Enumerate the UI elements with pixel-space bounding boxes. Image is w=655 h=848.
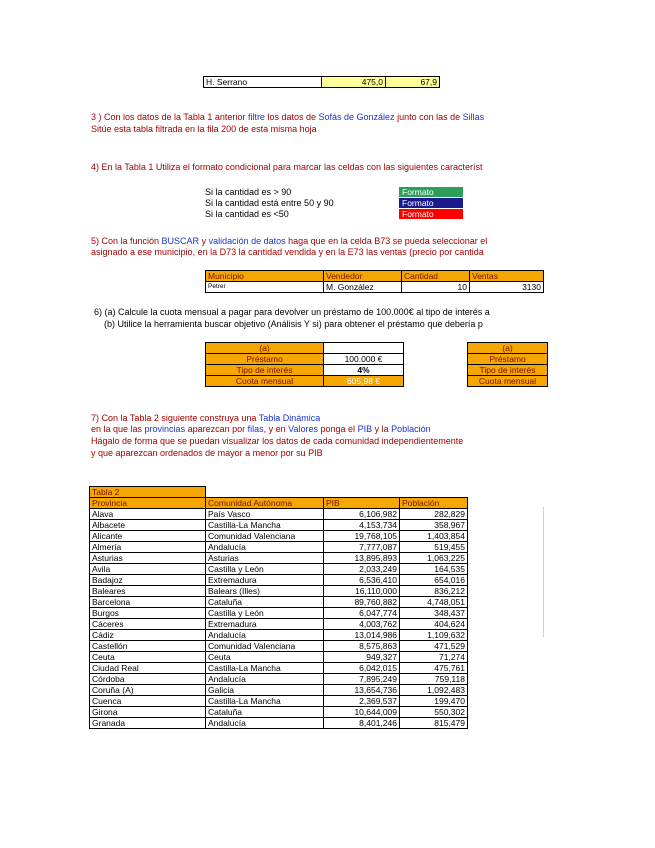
q4-rule-2-label: Si la cantidad está entre 50 y 90 — [205, 198, 334, 208]
header-pib: PIB — [324, 498, 400, 509]
cell-poblacion[interactable]: 1,109,632 — [400, 630, 468, 641]
header-comunidad: Comunidad Autónoma — [206, 498, 324, 509]
cell-comunidad[interactable]: Comunidad Valenciana — [206, 531, 324, 542]
q5-text-a: 5) Con la función — [91, 236, 162, 246]
table-header-row — [206, 271, 544, 282]
q5-text-e: haga que en la celda B73 se pueda seleccionar el — [285, 236, 488, 246]
cell-provincia[interactable]: Avila — [90, 564, 206, 575]
loan-b-prestamo: Préstamo — [468, 354, 548, 365]
table-row — [90, 509, 468, 520]
cell-pib[interactable]: 16,110,000 — [324, 586, 400, 597]
table-row — [468, 376, 548, 387]
cell-pib[interactable]: 10,644,009 — [324, 707, 400, 718]
q7-l2-g: ponga el — [318, 424, 358, 434]
cell-provincia[interactable]: Cuenca — [90, 696, 206, 707]
q7-l2-j: Población — [391, 424, 431, 434]
table-row — [90, 531, 468, 542]
q4-swatch-red: Formato — [399, 209, 463, 219]
q7-l2-h: PIB — [357, 424, 373, 434]
cell-poblacion[interactable]: 282,829 — [400, 509, 468, 520]
q4-rule-1-label: Si la cantidad es > 90 — [205, 187, 292, 197]
header-poblacion: Población — [400, 498, 468, 509]
loan-value-cuota[interactable]: 605,98 € — [324, 376, 404, 387]
table-row — [468, 365, 548, 376]
cell-pib[interactable]: 4,153,734 — [324, 520, 400, 531]
q5-text-b: BUSCAR — [161, 236, 200, 246]
q7-line4: y que aparezcan ordenados de mayor a menor por su PIB — [91, 448, 323, 458]
table-row — [206, 365, 404, 376]
table-row — [90, 586, 468, 597]
cell-value1[interactable]: 475,0 — [322, 77, 386, 88]
q7-l2-f: Valores — [288, 424, 319, 434]
q4-rule-3-label: Si la cantidad es <50 — [205, 209, 289, 219]
cell-municipio[interactable]: Petrer — [206, 282, 324, 293]
cell-poblacion[interactable]: 1,092,483 — [400, 685, 468, 696]
cell-cantidad[interactable]: 10 — [402, 282, 470, 293]
tabla1-last-row — [203, 76, 440, 88]
cell-comunidad[interactable]: Comunidad Valenciana — [206, 641, 324, 652]
cell-provincia[interactable]: Barcelona — [90, 597, 206, 608]
loan-b-head: (a) — [468, 343, 548, 354]
cell-pib[interactable]: 2,369,537 — [324, 696, 400, 707]
loan-table-b — [467, 342, 548, 387]
tabla2-title-row — [90, 487, 468, 498]
cell-comunidad[interactable]: Castilla-La Mancha — [206, 520, 324, 531]
header-provincia: Provincia — [90, 498, 206, 509]
table-row — [206, 343, 404, 354]
cell-poblacion[interactable]: 815,479 — [400, 718, 468, 729]
cell-poblacion[interactable]: 4,748,051 — [400, 597, 468, 608]
cell-pib[interactable]: 6,047,774 — [324, 608, 400, 619]
table-row — [90, 619, 468, 630]
cell-comunidad[interactable]: Cataluña — [206, 597, 324, 608]
cell-provincia[interactable]: Alava — [90, 509, 206, 520]
cell-poblacion[interactable]: 471,529 — [400, 641, 468, 652]
cell-pib[interactable]: 7,895,249 — [324, 674, 400, 685]
cell-poblacion[interactable]: 404,624 — [400, 619, 468, 630]
cell-pib[interactable]: 949,327 — [324, 652, 400, 663]
cell-poblacion[interactable]: 348,437 — [400, 608, 468, 619]
table-row — [468, 354, 548, 365]
q7-l2-d: filas — [247, 424, 264, 434]
cell-comunidad[interactable]: Castilla-La Mancha — [206, 696, 324, 707]
table-row — [90, 542, 468, 553]
cell-provincia[interactable]: Ciudad Real — [90, 663, 206, 674]
loan-head-blank — [324, 343, 404, 354]
cell-comunidad[interactable]: Andalucía — [206, 674, 324, 685]
q4-swatch-navy: Formato — [399, 198, 463, 208]
cell-comunidad[interactable]: Galicia — [206, 685, 324, 696]
cell-pib[interactable]: 2,033,249 — [324, 564, 400, 575]
q3-text-c: los datos de — [264, 112, 319, 122]
table-row — [90, 520, 468, 531]
cell-pib[interactable]: 8,401,246 — [324, 718, 400, 729]
table-row — [90, 718, 468, 729]
cell-provincia[interactable]: Granada — [90, 718, 206, 729]
q7-line2 — [91, 424, 431, 435]
loan-value-prestamo[interactable]: 100.000 € — [324, 354, 404, 365]
cell-provincia[interactable]: Córdoba — [90, 674, 206, 685]
cell-comunidad[interactable]: Castilla-La Mancha — [206, 663, 324, 674]
q4-title: 4) En la Tabla 1 Utiliza el formato condicional para marcar las celdas con las siguientes característ — [91, 162, 483, 172]
q3-text-b: filtre — [247, 112, 265, 122]
table-row — [90, 575, 468, 586]
cell-poblacion[interactable]: 1,063,225 — [400, 553, 468, 564]
cell-comunidad[interactable]: Extremadura — [206, 619, 324, 630]
q7-text-b: Tabla Dinámica — [258, 413, 321, 423]
cell-ventas[interactable]: 3130 — [470, 282, 544, 293]
cell-provincia[interactable]: Badajoz — [90, 575, 206, 586]
cell-comunidad[interactable]: Balears (Illes) — [206, 586, 324, 597]
q4-swatch-green: Formato — [399, 187, 463, 197]
cell-provincia[interactable]: Girona — [90, 707, 206, 718]
table-header-row — [90, 498, 468, 509]
q7-l2-e: , y en — [263, 424, 289, 434]
table-row — [90, 674, 468, 685]
cell-pib[interactable]: 6,042,015 — [324, 663, 400, 674]
blank-cell — [206, 487, 324, 498]
q3-text-a: 3 ) Con los datos de la Tabla 1 anterior — [91, 112, 248, 122]
cell-poblacion[interactable]: 199,470 — [400, 696, 468, 707]
table-row — [90, 641, 468, 652]
cell-provincia[interactable]: Coruña (A) — [90, 685, 206, 696]
table-row — [206, 282, 544, 293]
cell-provincia[interactable]: Albacete — [90, 520, 206, 531]
cell-pib[interactable]: 6,536,410 — [324, 575, 400, 586]
table-row — [90, 652, 468, 663]
q7-l2-a: en la que las — [91, 424, 145, 434]
table-row — [90, 597, 468, 608]
header-ventas: Ventas — [470, 271, 544, 282]
buscar-table — [205, 270, 544, 293]
table-row — [90, 707, 468, 718]
q5-line1 — [91, 236, 655, 247]
cell-comunidad[interactable]: Asturias — [206, 553, 324, 564]
cell-poblacion[interactable]: 164,535 — [400, 564, 468, 575]
table-row — [90, 663, 468, 674]
q7-l2-c: aparezcan por — [185, 424, 248, 434]
loan-b-cuota: Cuota mensual — [468, 376, 548, 387]
q3-line2: Sitúe esta tabla filtrada en la fila 200 de esta misma hoja — [91, 124, 317, 134]
tabla2 — [89, 486, 468, 729]
tabla2-body — [90, 509, 468, 729]
cell-provincia[interactable]: Baleares — [90, 586, 206, 597]
table-row — [90, 608, 468, 619]
cell-comunidad[interactable]: Ceuta — [206, 652, 324, 663]
tabla2-title: Tabla 2 — [90, 487, 206, 498]
loan-value-interes[interactable]: 4% — [324, 365, 404, 376]
cell-value2[interactable]: 67,9 — [386, 77, 440, 88]
table-row — [204, 77, 440, 88]
cell-poblacion[interactable]: 759,118 — [400, 674, 468, 685]
cell-poblacion[interactable]: 519,455 — [400, 542, 468, 553]
q3-text-d: Sofás de González — [318, 112, 395, 122]
cell-provincia[interactable]: Asturias — [90, 553, 206, 564]
table-row — [468, 343, 548, 354]
q7-line3: Hágalo de forma que se puedan visualizar los datos de cada comunidad independientemente — [91, 436, 464, 446]
cell-provincia[interactable]: Alicante — [90, 531, 206, 542]
cell-pib[interactable]: 4,003,762 — [324, 619, 400, 630]
cell-provincia[interactable]: Burgos — [90, 608, 206, 619]
cell-pib[interactable]: 13,895,893 — [324, 553, 400, 564]
cell-vendedor[interactable]: M. González — [324, 282, 402, 293]
q6-line2: (b) Utilice la herramienta buscar objetivo (Análisis Y si) para obtener el préstamo que debería p — [104, 319, 483, 329]
cell-comunidad[interactable]: Castilla y León — [206, 608, 324, 619]
q5-text-c: y — [199, 236, 209, 246]
table-row — [90, 696, 468, 707]
table-row — [206, 376, 404, 387]
q3-line1 — [91, 112, 655, 123]
header-cantidad: Cantidad — [402, 271, 470, 282]
loan-label-prestamo: Préstamo — [206, 354, 324, 365]
cell-pib[interactable]: 89,760,882 — [324, 597, 400, 608]
table-row — [90, 685, 468, 696]
cell-provincia[interactable]: Cádiz — [90, 630, 206, 641]
q5-text-d: validación de datos — [208, 236, 286, 246]
cell-comunidad[interactable]: Andalucía — [206, 630, 324, 641]
cell-pib[interactable]: 6,106,982 — [324, 509, 400, 520]
cell-comunidad[interactable]: Extremadura — [206, 575, 324, 586]
loan-b-interes: Tipo de interés — [468, 365, 548, 376]
loan-label-interes: Tipo de interés — [206, 365, 324, 376]
q7-text-a: 7) Con la Tabla 2 siguiente construya una — [91, 413, 259, 423]
cell-pib[interactable]: 13,654,736 — [324, 685, 400, 696]
q7-l2-b: provincias — [144, 424, 186, 434]
cell-comunidad[interactable]: Andalucía — [206, 542, 324, 553]
cell-pib[interactable]: 7,777,087 — [324, 542, 400, 553]
cell-poblacion[interactable]: 475,761 — [400, 663, 468, 674]
cell-provincia[interactable]: Castellón — [90, 641, 206, 652]
cell-comunidad[interactable]: Andalucía — [206, 718, 324, 729]
cell-poblacion[interactable]: 550,302 — [400, 707, 468, 718]
table-row — [90, 564, 468, 575]
table-row — [90, 630, 468, 641]
cell-poblacion[interactable]: 836,212 — [400, 586, 468, 597]
cell-poblacion[interactable]: 71,274 — [400, 652, 468, 663]
cell-comunidad[interactable]: Castilla y León — [206, 564, 324, 575]
cell-poblacion[interactable]: 654,016 — [400, 575, 468, 586]
header-municipio: Municipio — [206, 271, 324, 282]
table-row — [90, 553, 468, 564]
table-row — [206, 354, 404, 365]
blank-cell — [400, 487, 468, 498]
cell-provincia[interactable]: Ceuta — [90, 652, 206, 663]
cell-comunidad[interactable]: País Vasco — [206, 509, 324, 520]
cell-provincia[interactable]: Cáceres — [90, 619, 206, 630]
cell-pib[interactable]: 19,768,105 — [324, 531, 400, 542]
q3-text-e: junto con las de — [394, 112, 463, 122]
cell-provincia[interactable]: Almería — [90, 542, 206, 553]
loan-table — [205, 342, 404, 387]
cell-pib[interactable]: 8,575,863 — [324, 641, 400, 652]
q3-text-f: Sillas — [462, 112, 485, 122]
cell-poblacion[interactable]: 1,403,854 — [400, 531, 468, 542]
cell-poblacion[interactable]: 358,967 — [400, 520, 468, 531]
cell-comunidad[interactable]: Cataluña — [206, 707, 324, 718]
blank-cell — [324, 487, 400, 498]
cell-pib[interactable]: 13,014,986 — [324, 630, 400, 641]
q7-l2-i: y la — [372, 424, 392, 434]
q7-line1 — [91, 413, 320, 424]
q6-line1: 6) (a) Calcule la cuota mensual a pagar para devolver un préstamo de 100.000€ al tipo de interés a — [94, 307, 490, 317]
column-marker — [543, 507, 544, 637]
header-vendedor: Vendedor — [324, 271, 402, 282]
loan-label-cuota: Cuota mensual — [206, 376, 324, 387]
q5-line2: asignado a ese municipio, en la D73 la cantidad vendida y en la E73 las ventas (precio por cantida — [91, 247, 484, 257]
cell-name[interactable]: H. Serrano — [204, 77, 322, 88]
loan-head: (a) — [206, 343, 324, 354]
